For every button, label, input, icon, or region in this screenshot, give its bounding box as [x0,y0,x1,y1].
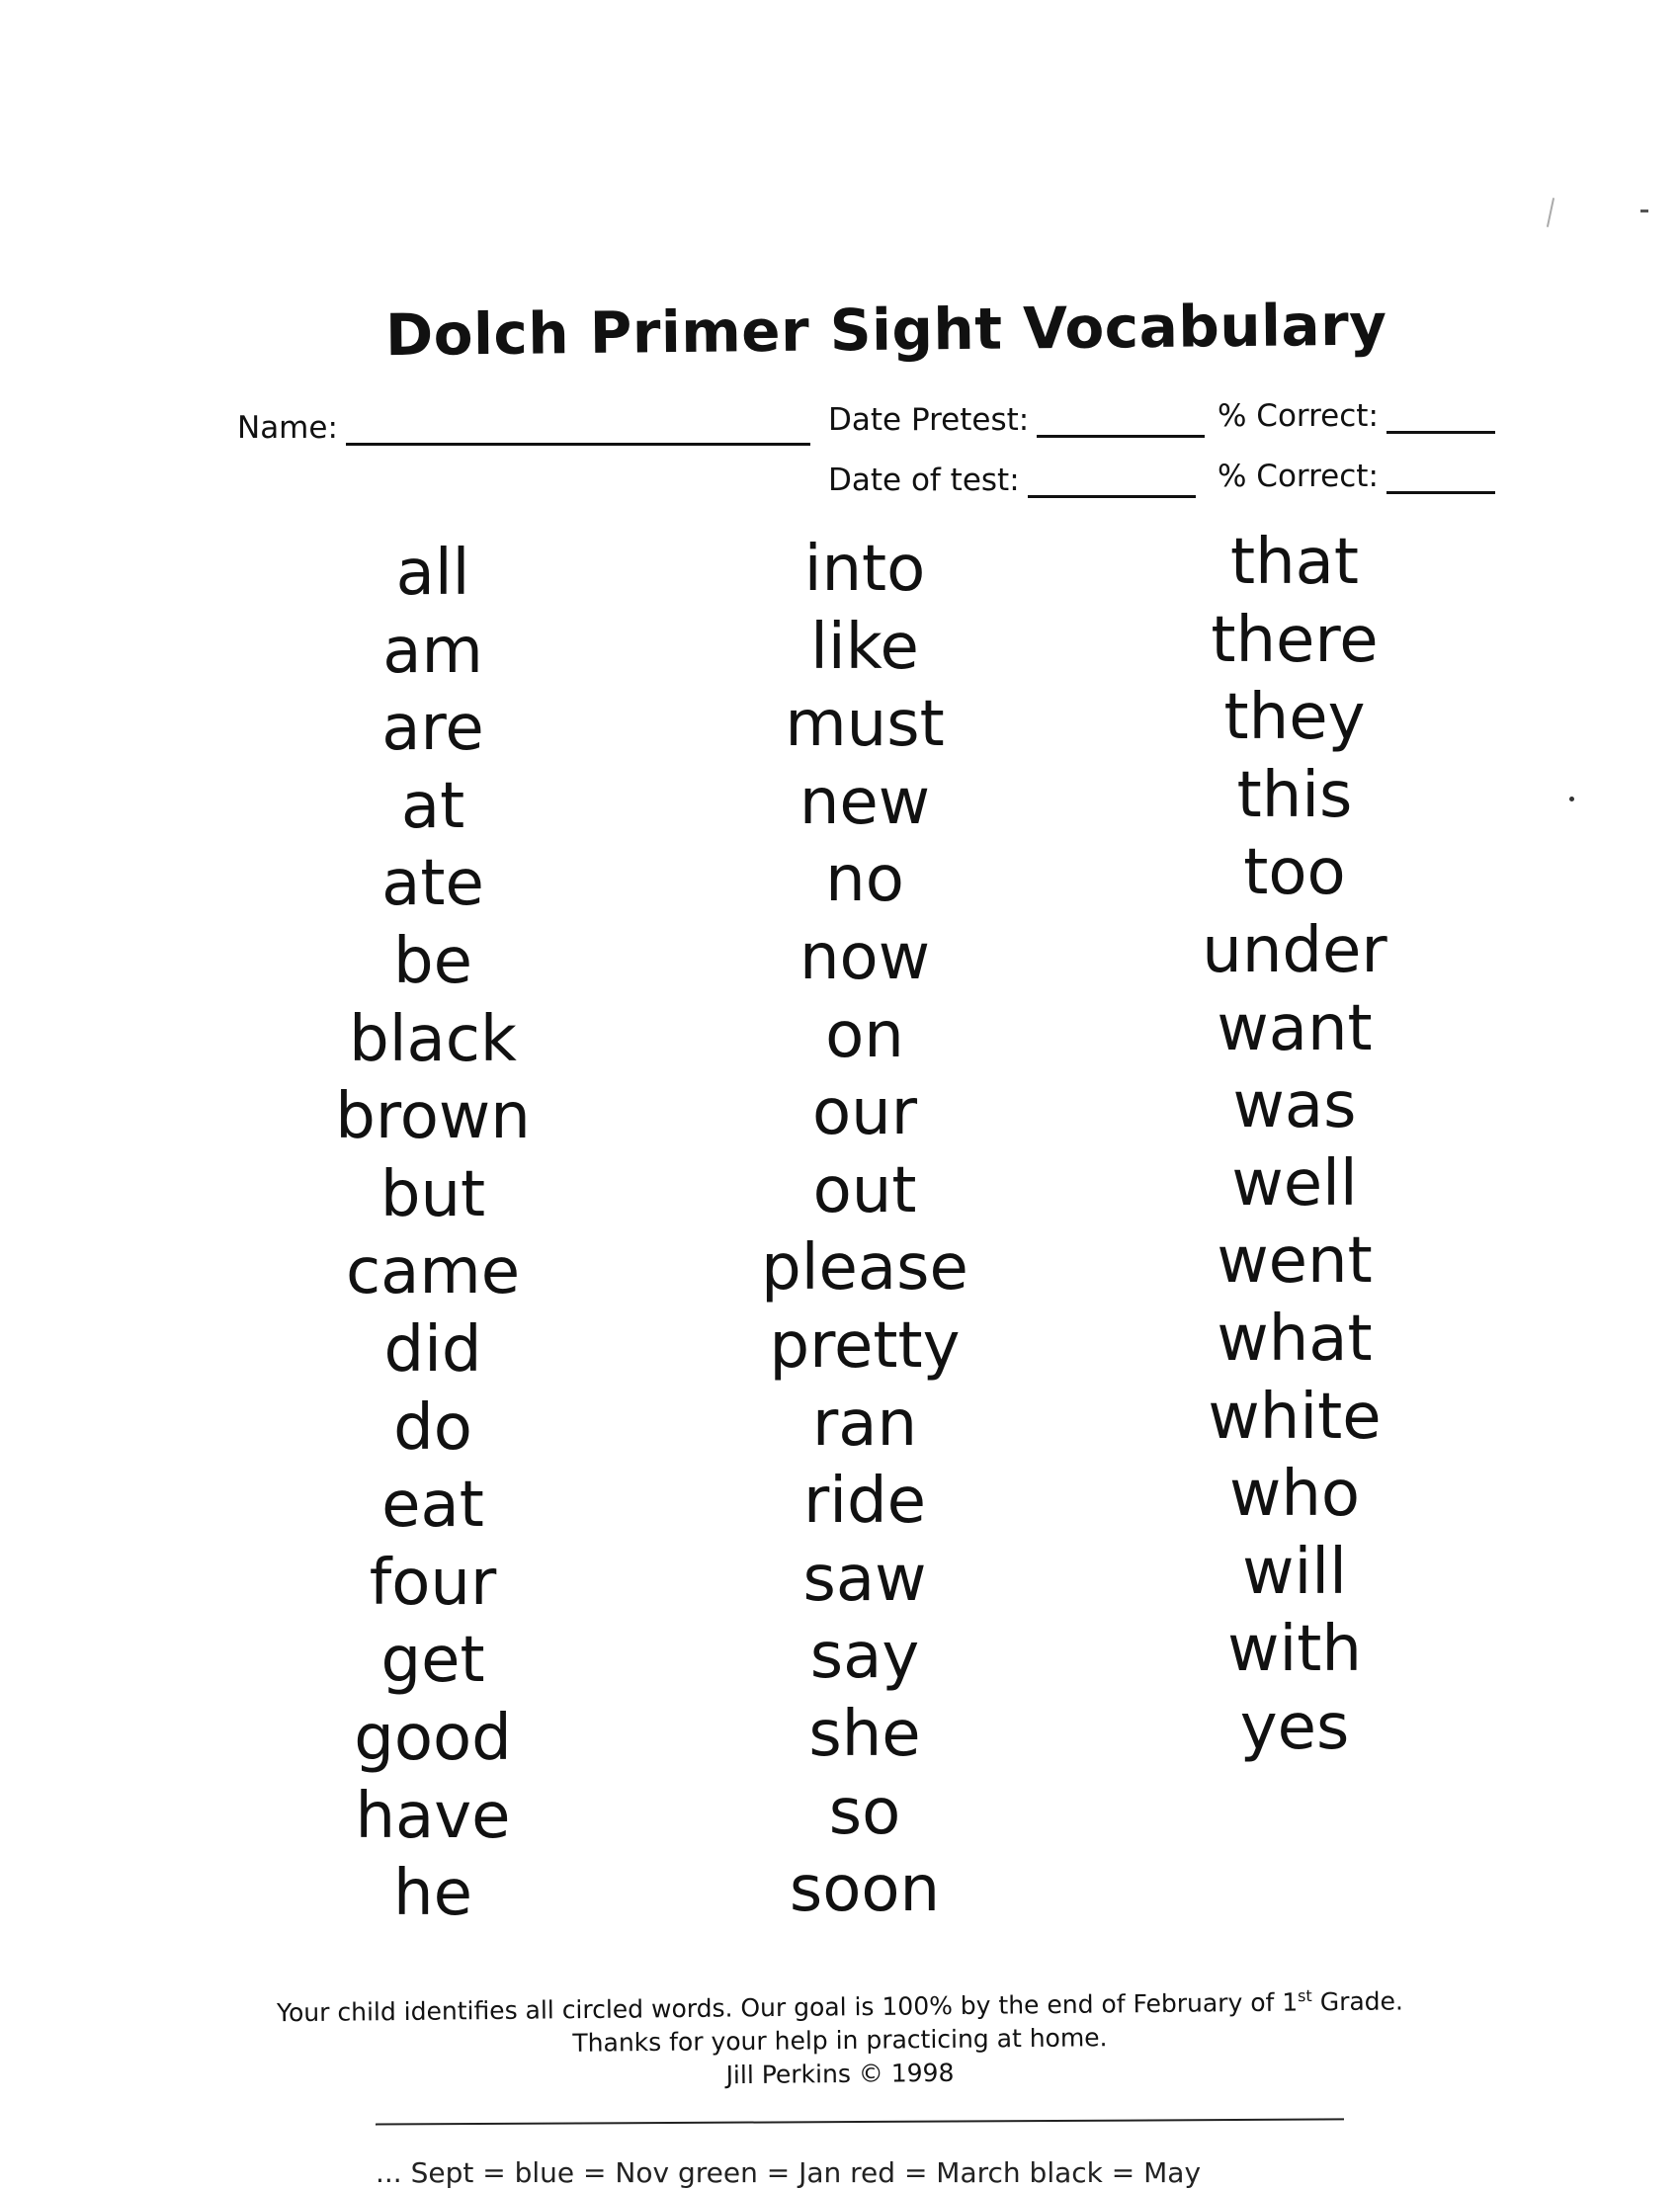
sight-word: are [381,692,484,766]
sight-word: all [395,537,470,610]
sight-word: white [1208,1380,1382,1454]
footer-line-1: Your child identifies all circled words. Our goal is 100% by the end of February of 1 [276,1987,1299,2028]
sight-word: say [809,1620,920,1694]
sight-word: want [1217,991,1373,1065]
sight-word: at [400,769,465,843]
sight-word: be [393,924,472,998]
sight-word: out [812,1153,917,1227]
sight-word: like [810,610,919,684]
sight-word: no [825,843,904,917]
percent-correct-label: % Correct: [1218,398,1379,434]
sight-word: with [1227,1613,1362,1687]
sight-word: our [811,1076,918,1150]
sight-word: he [393,1857,472,1931]
sight-word: four [369,1546,497,1620]
sight-word: she [808,1697,921,1771]
word-column-3 [1127,524,1463,1767]
sight-word: went [1217,1224,1373,1299]
sight-word: get [380,1624,485,1698]
scan-mark [1640,210,1648,212]
sight-word: so [828,1775,901,1849]
sight-word: yes [1239,1690,1350,1764]
page-title: Dolch Primer Sight Vocabulary [384,291,1387,370]
sight-word: came [345,1235,521,1309]
sight-word: did [383,1312,482,1387]
sight-word: have [355,1779,511,1853]
sight-word: brown [335,1080,531,1154]
sight-word: saw [802,1542,927,1616]
footer-line-1-end: Grade. [1311,1986,1404,2017]
sight-word: black [349,1002,517,1076]
sight-word: under [1202,913,1387,987]
sight-word: into [803,533,926,606]
sight-word: what [1217,1302,1373,1376]
sight-word: new [798,765,931,839]
footer-author: Jill Perkins © 1998 [725,2058,955,2090]
sight-word: was [1232,1069,1357,1143]
sight-word: eat [381,1469,484,1543]
sight-word: please [761,1231,968,1305]
sight-word: must [785,688,945,762]
sight-word: good [354,1701,512,1775]
sight-word: but [379,1157,486,1231]
sight-word: pretty [769,1308,961,1383]
sight-word: too [1243,836,1346,910]
color-legend: ... Sept = blue = Nov green = Jan red = March black = May [376,2156,1202,2189]
sight-word: who [1228,1458,1361,1532]
sight-word: soon [789,1853,941,1927]
sight-word: this [1236,758,1353,832]
sight-word: ride [802,1465,927,1539]
sight-word: they [1223,681,1366,755]
word-column-1 [265,535,601,1933]
sight-word: well [1231,1146,1358,1221]
sight-word: that [1230,526,1359,599]
sight-word: now [798,920,931,994]
sight-word: am [382,614,483,688]
scan-mark [1569,797,1574,801]
sight-word: on [825,998,904,1072]
sight-word: there [1211,603,1379,677]
sight-word: ran [811,1387,918,1461]
percent-correct-label: % Correct: [1218,459,1379,494]
footer-thanks: Thanks for your help in practicing at home. [572,2023,1108,2058]
date-pretest-label: Date Pretest: [828,402,1030,438]
name-label: Name: [237,410,338,446]
sight-word: do [393,1390,472,1465]
sight-word: will [1242,1535,1347,1609]
footer-line-1-superscript: st [1298,1985,1312,2006]
word-column-2 [697,531,1033,1929]
date-of-test-label: Date of test: [828,463,1020,498]
sight-word: ate [381,847,484,921]
